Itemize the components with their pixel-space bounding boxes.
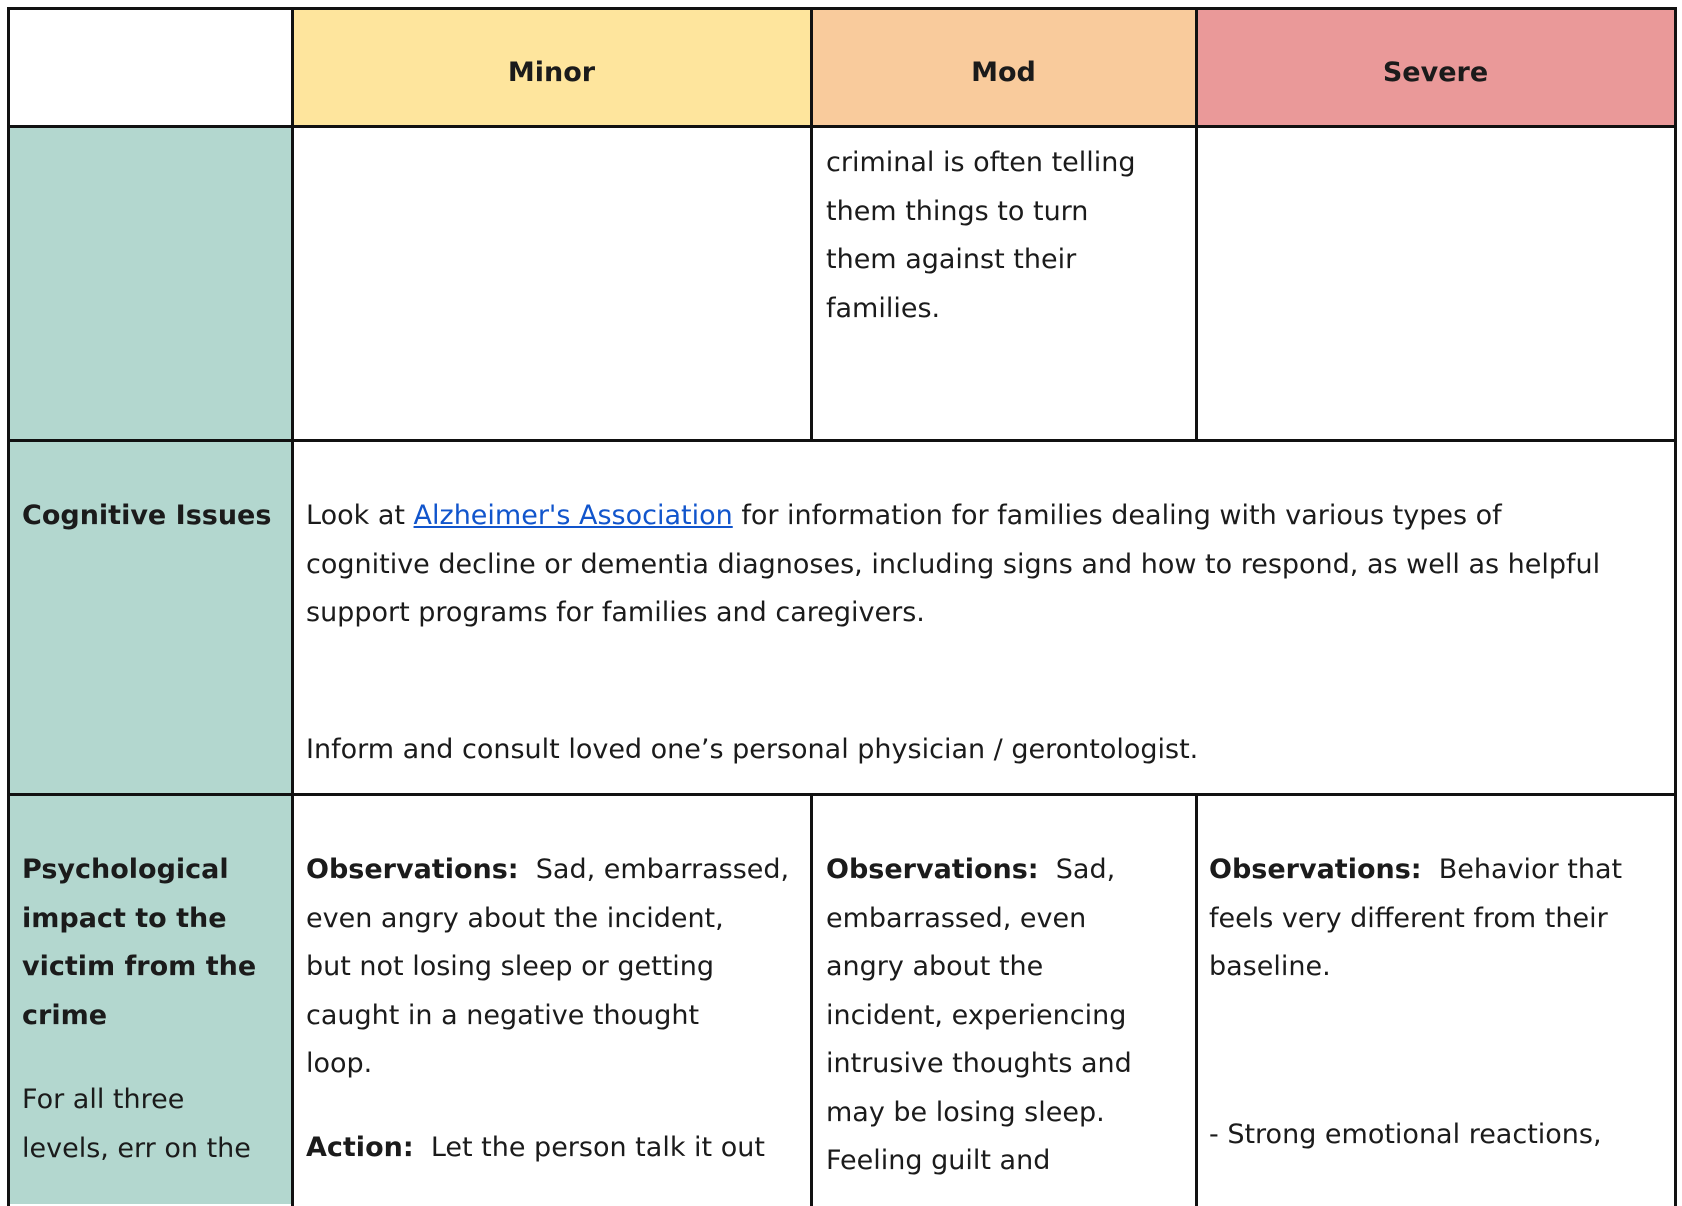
- grid-line-row1-bottom: [7, 439, 1677, 442]
- action-label: Action:: [306, 1131, 414, 1163]
- cognitive-text-before: Look at: [306, 500, 414, 531]
- psych-minor-obs-line: but not losing sleep or getting: [306, 951, 715, 982]
- row1-mod-cell: [811, 126, 1196, 440]
- psych-minor-action-text: Let the person talk it out: [430, 1131, 765, 1163]
- psych-mod-obs-line: angry about the: [826, 951, 1044, 982]
- cognitive-text-line3: support programs for families and caregivers.: [306, 597, 925, 628]
- header-mod: [811, 8, 1196, 126]
- cognitive-label: Cognitive Issues: [22, 500, 272, 531]
- grid-line-row2-bottom: [7, 793, 1677, 796]
- header-severe-label: Severe: [1382, 56, 1489, 88]
- cognitive-text-line1: [306, 492, 1675, 541]
- grid-line-label-col: [291, 7, 294, 1206]
- grid-line-top: [7, 7, 1677, 10]
- row1-mod-line: criminal is often telling: [826, 147, 1136, 178]
- psych-note-line: For all three: [22, 1084, 185, 1115]
- cognitive-consult-text: Inform and consult loved one’s personal physician / gerontologist.: [306, 733, 1199, 765]
- grid-line-minor-mod: [810, 7, 813, 441]
- psych-minor-cell: [292, 794, 811, 1204]
- psych-minor-action: [306, 1124, 811, 1173]
- psych-label-line: impact to the: [22, 902, 227, 934]
- psych-severe-bullet: - Strong emotional reactions,: [1209, 1118, 1602, 1150]
- psych-label-line: victim from the: [22, 951, 257, 982]
- row1-label-cell: [8, 126, 292, 440]
- header-minor: [292, 8, 811, 126]
- psych-minor-obs-start: Sad, embarrassed,: [535, 854, 790, 885]
- psych-severe-obs-line1: [1209, 846, 1675, 895]
- cognitive-label-cell: [8, 440, 292, 794]
- header-minor-label: Minor: [507, 56, 596, 88]
- psych-mod-obs-line: incident, experiencing: [826, 999, 1127, 1031]
- psych-note-line: levels, err on the: [22, 1132, 251, 1164]
- grid-line-header-bottom: [7, 125, 1677, 128]
- header-severe: [1196, 8, 1675, 126]
- grid-line-minor-mod-lower: [810, 793, 813, 1206]
- psych-mod-obs-line1: [826, 846, 1196, 895]
- header-blank-cell: [8, 8, 292, 126]
- psych-label-line: crime: [22, 999, 108, 1031]
- psych-label-cell: [8, 794, 292, 1204]
- cognitive-text-line2: cognitive decline or dementia diagnoses, including signs and how to respond, as well as helpful: [306, 548, 1601, 580]
- psych-severe-obs-line: feels very different from their: [1209, 902, 1608, 934]
- psych-severe-obs-line: baseline.: [1209, 951, 1331, 982]
- psych-minor-obs-line: even angry about the incident,: [306, 902, 724, 934]
- observations-label: Observations:: [1209, 854, 1422, 885]
- observations-label: Observations:: [826, 854, 1039, 885]
- header-mod-label: Mod: [971, 56, 1036, 88]
- row1-mod-line: them things to turn: [826, 195, 1089, 227]
- psych-mod-obs-line: intrusive thoughts and: [826, 1048, 1132, 1079]
- psych-mod-obs-start: Sad,: [1055, 854, 1116, 885]
- grid-line-mod-severe: [1195, 7, 1198, 441]
- psych-minor-obs-line: loop.: [306, 1048, 373, 1079]
- psych-severe-cell: [1196, 794, 1675, 1204]
- psych-mod-cell: [811, 794, 1196, 1204]
- cognitive-content-cell: [292, 440, 1675, 794]
- row1-mod-line: families.: [826, 292, 941, 324]
- row1-mod-line: them against their: [826, 244, 1077, 275]
- psych-mod-obs-line: embarrassed, even: [826, 902, 1087, 934]
- observations-label: Observations:: [306, 854, 519, 885]
- alzheimers-association-link[interactable]: Alzheimer's Association: [413, 500, 733, 531]
- psych-severe-obs-start: Behavior that: [1438, 854, 1623, 885]
- cognitive-text-after: for information for families dealing with various types of: [732, 500, 1502, 531]
- psych-minor-obs-line1: [306, 846, 811, 895]
- psych-mod-obs-line: may be losing sleep.: [826, 1096, 1105, 1128]
- grid-line-right: [1674, 7, 1677, 1206]
- grid-line-left: [7, 7, 10, 1206]
- psych-mod-obs-line: Feeling guilt and: [826, 1145, 1051, 1176]
- psych-label-line: Psychological: [22, 854, 229, 885]
- psych-minor-obs-line: caught in a negative thought: [306, 999, 700, 1031]
- grid-line-mod-severe-lower: [1195, 793, 1198, 1206]
